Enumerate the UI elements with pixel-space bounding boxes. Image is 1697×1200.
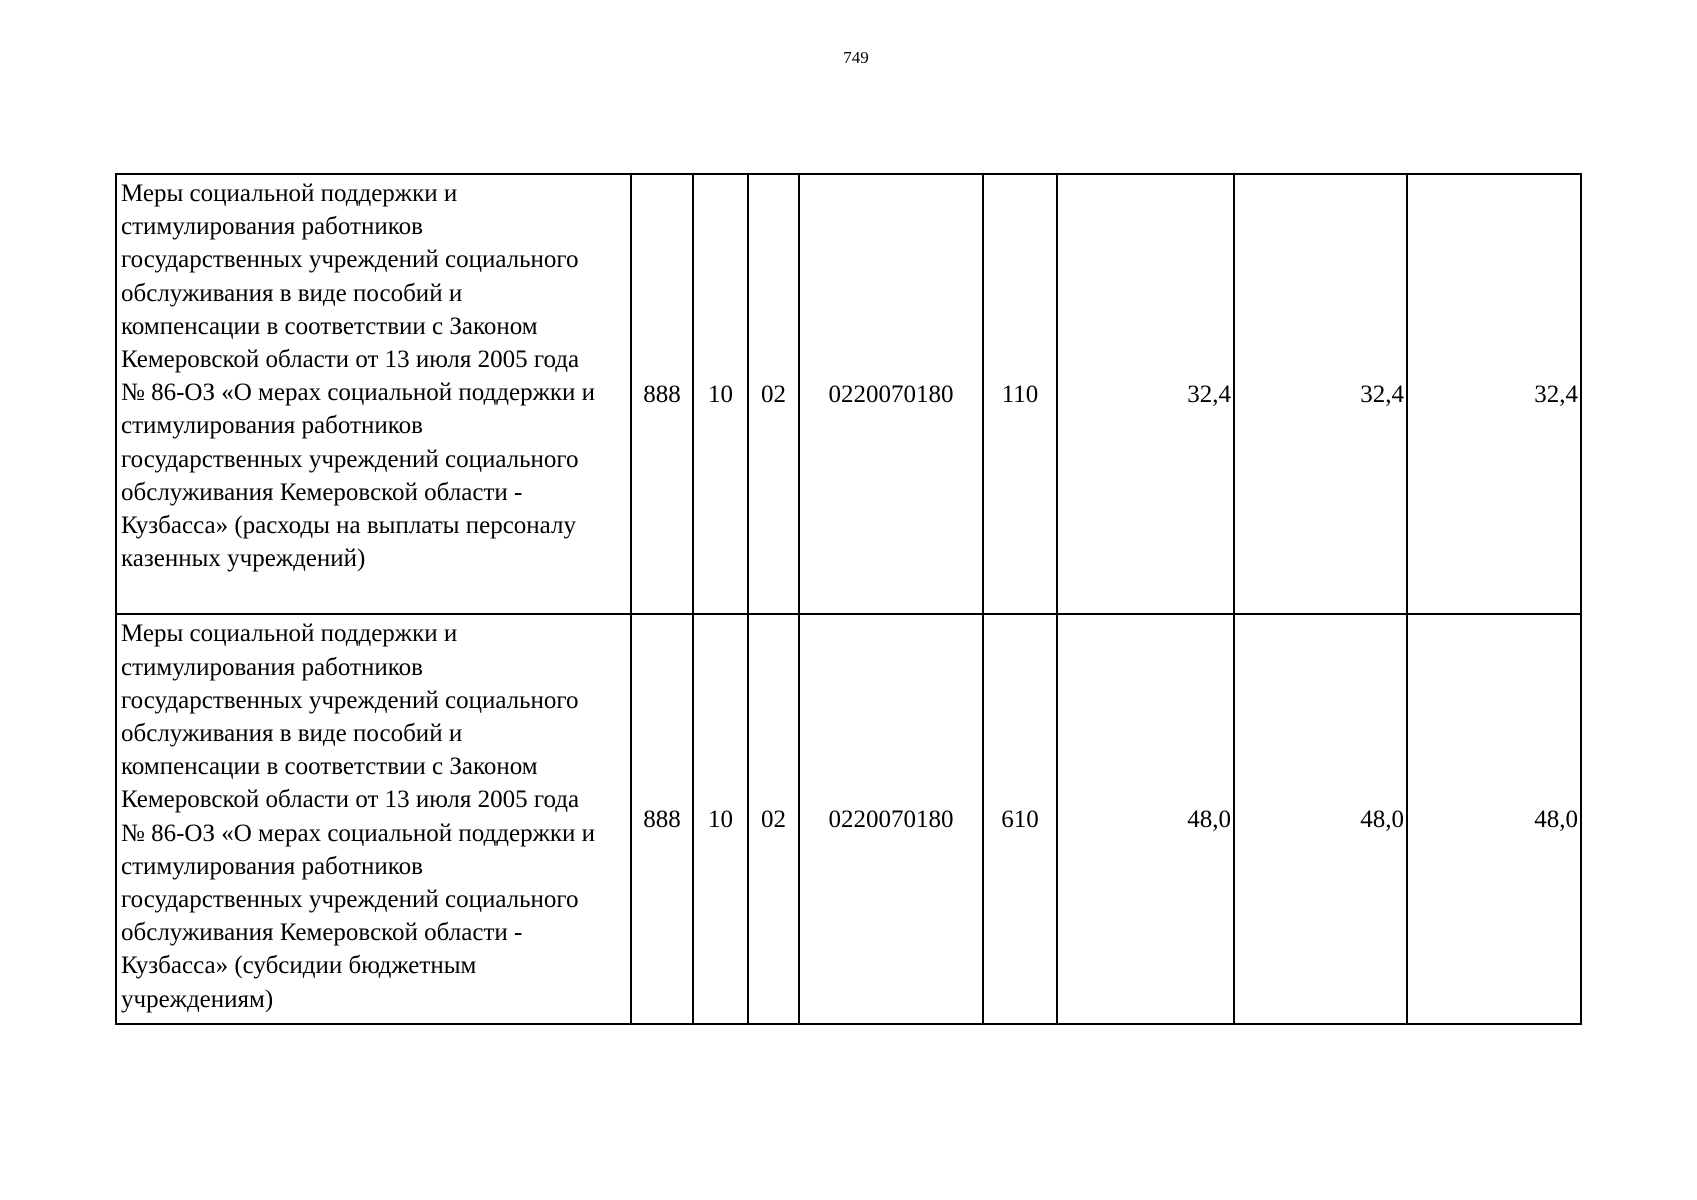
description-line: стимулирования работников [121, 653, 423, 681]
amount-cell-2: 48,0 [1234, 614, 1407, 1024]
description-line: № 86-ОЗ «О мерах социальной поддержки и [121, 819, 595, 847]
description-line: № 86-ОЗ «О мерах социальной поддержки и [121, 379, 595, 407]
section-code-cell: 10 [693, 174, 748, 614]
description-line: компенсации в соответствии с Законом [121, 312, 538, 340]
description-line: обслуживания в виде пособий и [121, 720, 463, 748]
target-article-cell: 0220070180 [799, 614, 983, 1024]
subsection-code-cell: 02 [748, 174, 799, 614]
description-line: государственных учреждений социального [121, 246, 579, 274]
amount-cell-1: 48,0 [1057, 614, 1234, 1024]
description-line: Кузбасса» (субсидии бюджетным [121, 952, 477, 980]
amount-cell-3: 48,0 [1407, 614, 1581, 1024]
subsection-code-cell: 02 [748, 614, 799, 1024]
description-line: Кузбасса» (расходы на выплаты персоналу [121, 512, 576, 540]
amount-cell-3: 32,4 [1407, 174, 1581, 614]
expense-type-cell: 610 [983, 614, 1057, 1024]
expense-type-cell: 110 [983, 174, 1057, 614]
description-line: государственных учреждений социального [121, 686, 579, 714]
description-line: компенсации в соответствии с Законом [121, 753, 538, 781]
description-line: Меры социальной поддержки и [121, 620, 458, 648]
amount-cell-2: 32,4 [1234, 174, 1407, 614]
amount-cell-1: 32,4 [1057, 174, 1234, 614]
ministry-code-cell: 888 [631, 614, 693, 1024]
description-line: государственных учреждений социального [121, 886, 579, 914]
description-line: обслуживания Кемеровской области - [121, 919, 523, 947]
table-row [116, 174, 1581, 614]
description-line: обслуживания Кемеровской области - [121, 478, 523, 506]
description-line: Кемеровской области от 13 июля 2005 года [121, 786, 580, 814]
description-line: казенных учреждений) [121, 545, 366, 573]
page-number: 749 [843, 48, 869, 67]
description-line: государственных учреждений социального [121, 445, 579, 473]
description-line: стимулирования работников [121, 852, 423, 880]
budget-table [115, 173, 1582, 1025]
target-article-cell: 0220070180 [799, 174, 983, 614]
description-line: стимулирования работников [121, 412, 423, 440]
row-description-cell [116, 174, 631, 614]
description-line: Кемеровской области от 13 июля 2005 года [121, 346, 580, 374]
description-line: обслуживания в виде пособий и [121, 279, 463, 307]
description-line: Меры социальной поддержки и [121, 180, 458, 207]
description-line: стимулирования работников [121, 213, 423, 241]
ministry-code-cell: 888 [631, 174, 693, 614]
table-row [116, 614, 1581, 1024]
row-description-cell [116, 614, 631, 1024]
description-line: учреждениям) [121, 985, 274, 1013]
section-code-cell: 10 [693, 614, 748, 1024]
